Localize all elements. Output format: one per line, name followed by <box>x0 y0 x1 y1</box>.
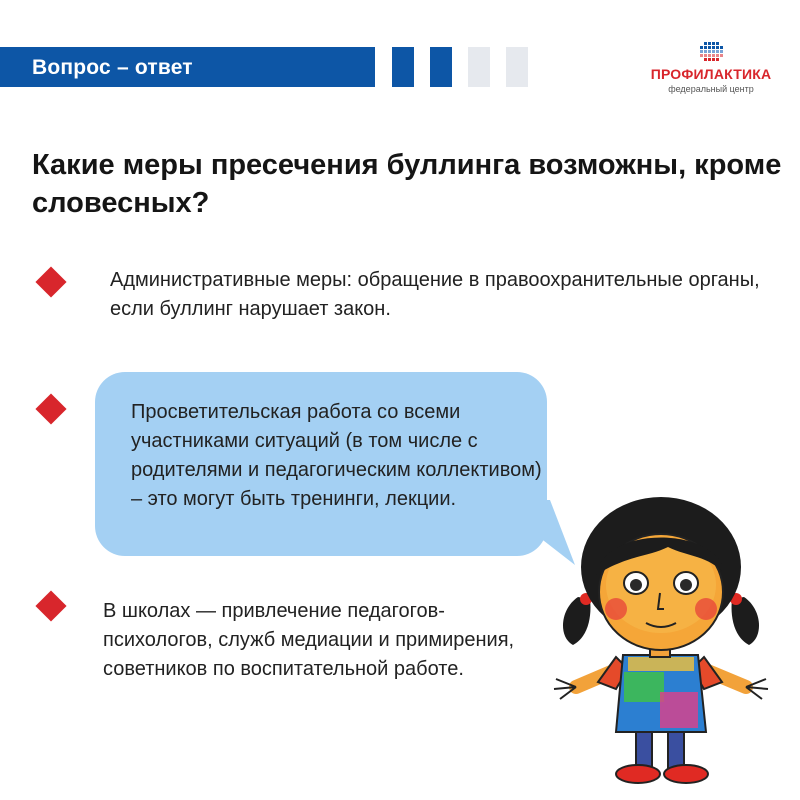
header-stripe <box>468 47 490 87</box>
logo-subtitle: федеральный центр <box>668 84 754 94</box>
diamond-bullet-icon <box>35 393 66 424</box>
header-stripe <box>392 47 414 87</box>
logo-grid-icon <box>696 42 726 64</box>
logo-name: ПРОФИЛАКТИКА <box>650 66 772 82</box>
header-stripe <box>430 47 452 87</box>
list-item-text: В школах — привлечение педагогов-психологов, служб медиации и примирения, советников по воспитательной работе. <box>103 600 515 680</box>
list-item-text: Просветительская работа со всеми участниками ситуаций (в том числе с родителями и педагогическим коллективом) – это могут быть тренинги, лекции. <box>131 401 542 510</box>
page-title: Какие меры пресечения буллинга возможны, кроме словесных? <box>32 149 782 219</box>
diamond-bullet-icon <box>35 266 66 297</box>
header-title: Вопрос – ответ <box>32 56 193 79</box>
diamond-bullet-icon <box>35 590 66 621</box>
list-item-text: Административные меры: обращение в правоохранительные органы, если буллинг нарушает закон. <box>110 269 760 320</box>
girl-illustration <box>548 497 783 792</box>
header-stripe <box>506 47 528 87</box>
logo <box>646 42 776 98</box>
